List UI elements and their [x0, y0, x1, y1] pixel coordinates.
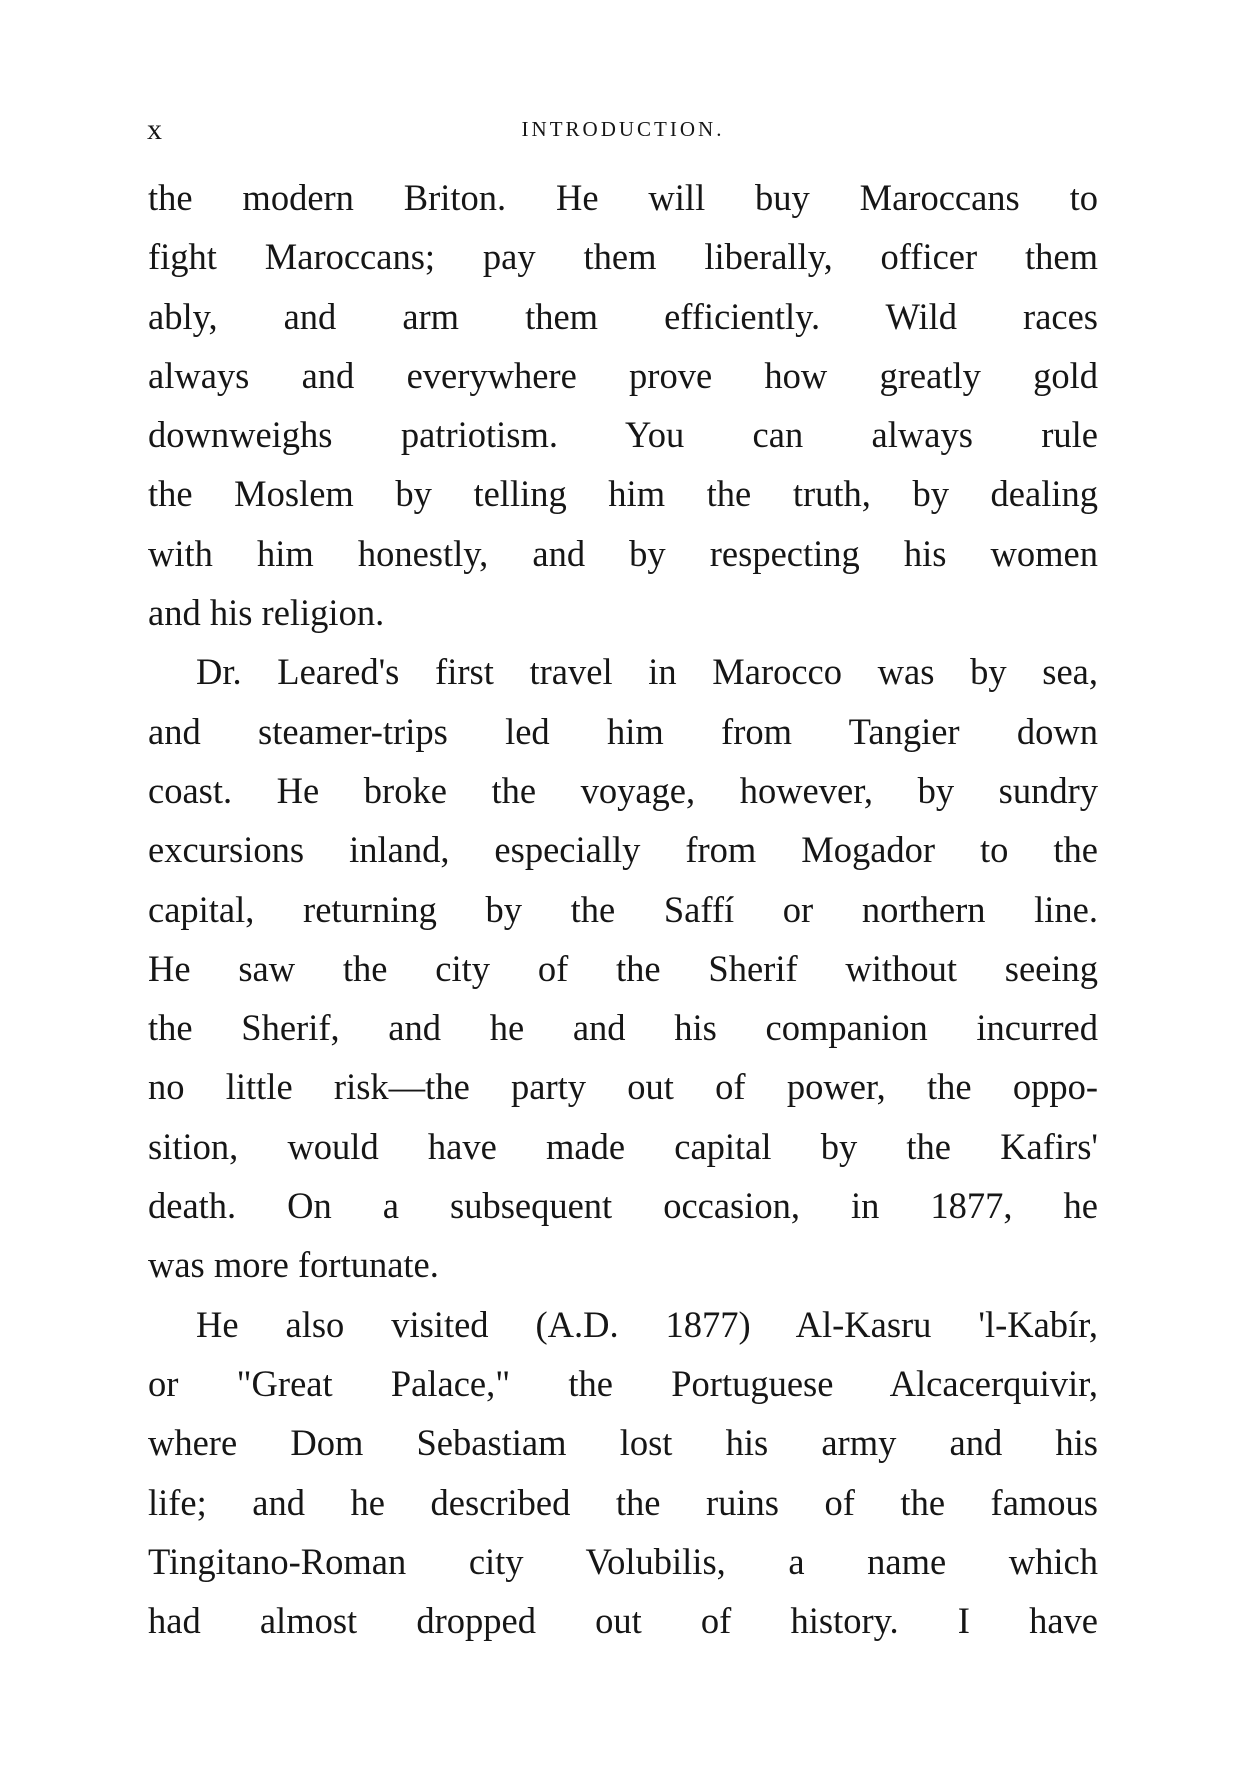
text-fragment: 1877) Al-Kasru 'l-Kabír, — [618, 1303, 1099, 1345]
text-line: ably, and arm them efficiently. Wild races — [148, 295, 1098, 337]
paragraph-2 — [148, 642, 1098, 1294]
text-line: capital, returning by the Saffí or northern line. — [148, 888, 1098, 930]
running-head: INTRODUCTION. — [521, 117, 725, 141]
text-line: fight Maroccans; pay them liberally, officer them — [148, 236, 1098, 278]
text-line: had almost dropped out of history. I have — [148, 1600, 1098, 1642]
text-line: with him honestly, and by respecting his women — [148, 532, 1098, 574]
text-line: was more fortunate. — [148, 1244, 439, 1286]
text-line: sition, would have made capital by the Kafirs' — [148, 1125, 1098, 1167]
text-line: the Sherif, and he and his companion incurred — [148, 1007, 1098, 1049]
text-line: or "Great Palace," the Portuguese Alcacerquivir, — [148, 1362, 1098, 1404]
text-line: always and everywhere prove how greatly gold — [148, 354, 1098, 396]
text-line: no little risk—the party out of power, the oppo- — [148, 1066, 1098, 1108]
page-number: x — [147, 113, 163, 146]
text-line — [148, 1295, 1098, 1354]
page-header — [147, 113, 1099, 153]
text-line: Tingitano-Roman city Volubilis, a name which — [148, 1540, 1098, 1582]
text-line: death. On a subsequent occasion, in 1877, he — [148, 1185, 1098, 1227]
text-line: and steamer-trips led him from Tangier down — [148, 710, 1098, 752]
text-line: coast. He broke the voyage, however, by sundry — [148, 769, 1098, 811]
text-fragment: He also visited ( — [196, 1303, 548, 1345]
paragraph-1 — [148, 168, 1098, 642]
paragraph-3 — [148, 1295, 1098, 1651]
body-text — [148, 168, 1098, 1650]
text-line: the modern Briton. He will buy Maroccans to — [148, 177, 1098, 218]
text-line: Dr. Leared's first travel in Marocco was by sea, — [196, 651, 1098, 693]
text-line: and his religion. — [148, 592, 385, 634]
era-abbreviation: A.D. — [547, 1303, 619, 1345]
text-line: life; and he described the ruins of the famous — [148, 1481, 1098, 1523]
text-line: where Dom Sebastiam lost his army and his — [148, 1422, 1098, 1464]
text-line: the Moslem by telling him the truth, by dealing — [148, 473, 1098, 515]
text-line: downweighs patriotism. You can always rule — [148, 414, 1098, 456]
text-line: He saw the city of the Sherif without seeing — [148, 947, 1098, 989]
text-line: excursions inland, especially from Mogador to the — [148, 829, 1098, 871]
